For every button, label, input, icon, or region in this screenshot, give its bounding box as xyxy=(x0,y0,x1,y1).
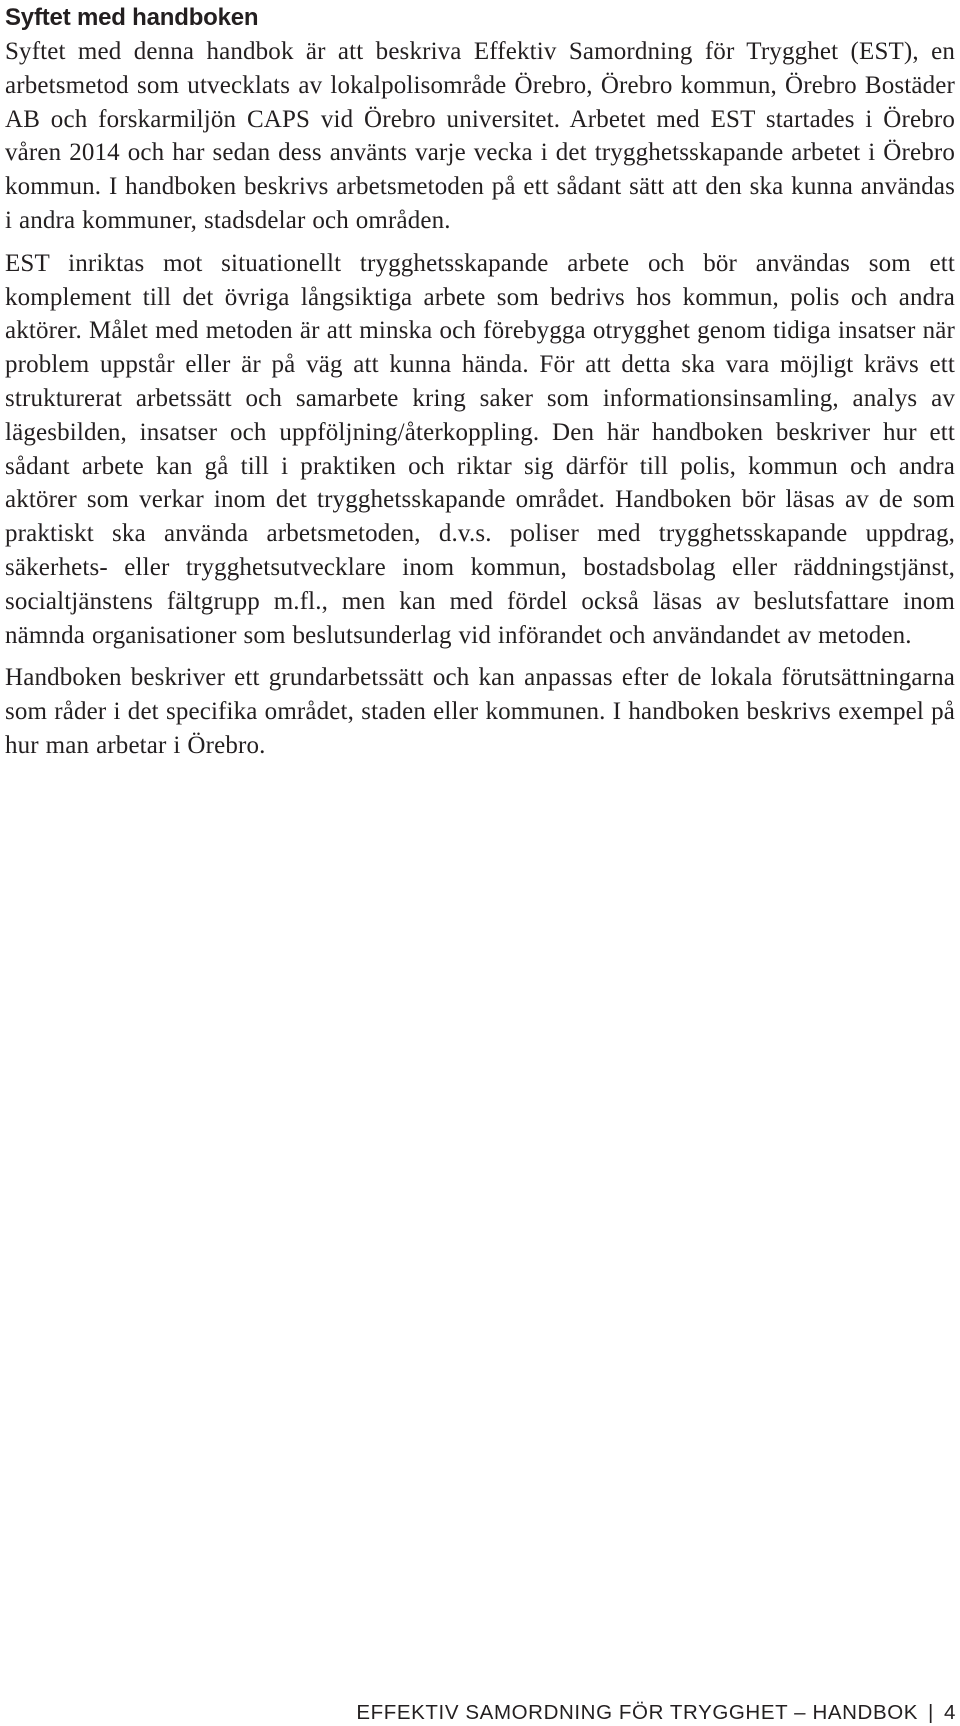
document-page xyxy=(5,0,955,763)
footer-title: EFFEKTIV SAMORDNING FÖR TRYGGHET – HANDBOK xyxy=(356,1701,919,1724)
page-footer xyxy=(356,1701,956,1725)
paragraph-purpose: Syftet med denna handbok är att beskriva Effektiv Samordning för Trygghet (EST), en arbetsmetod som utvecklats av lokalpolisområde Örebro, Örebro kommun, Örebro Bostäder AB och forskarmiljön CAPS vid Örebro universitet. Arbetet med EST startades i Örebro våren 2014 och har sedan dess använts varje vecka i det trygghetsskapande arbetet i Örebro kommun. I handboken beskrivs arbetsmetoden på ett sådant sätt att den ska kunna användas i andra kommuner, stadsdelar och områden. xyxy=(5,38,955,234)
footer-separator: | xyxy=(928,1701,934,1724)
page-number: 4 xyxy=(943,1701,956,1724)
section-heading: Syftet med handboken xyxy=(5,4,259,31)
paragraph-adaptation: Handboken beskriver ett grundarbetssätt och kan anpassas efter de lokala förutsättningarna som råder i det specifika området, staden eller kommunen. I handboken beskrivs exempel på hur man arbetar i Örebro. xyxy=(5,664,955,759)
paragraph-focus: EST inriktas mot situationellt trygghetsskapande arbete och bör användas som ett komplement till det övriga långsiktiga arbete som bedrivs hos kommun, polis och andra aktörer. Målet med metoden är att minska och förebygga otrygghet genom tidiga insatser när problem uppstår eller är på väg att kunna hända. För att detta ska vara möjligt krävs ett strukturerat arbetssätt och samarbete kring saker som informationsinsamling, analys av lägesbilden, insatser och uppföljning/återkoppling. Den här handboken beskriver hur ett sådant arbete kan gå till i praktiken och riktar sig därför till polis, kommun och andra aktörer som verkar inom det trygghetsskapande området. Handboken bör läsas av de som praktiskt ska använda arbetsmetoden, d.v.s. poliser med trygghetsskapande uppdrag, säkerhets- eller trygghetsutvecklare inom kommun, bostadsbolag eller räddningstjänst, socialtjänstens fältgrupp m.fl., men kan med fördel också läsas av beslutsfattare inom nämnda organisationer som beslutsunderlag vid införandet och användandet av metoden. xyxy=(5,249,955,649)
